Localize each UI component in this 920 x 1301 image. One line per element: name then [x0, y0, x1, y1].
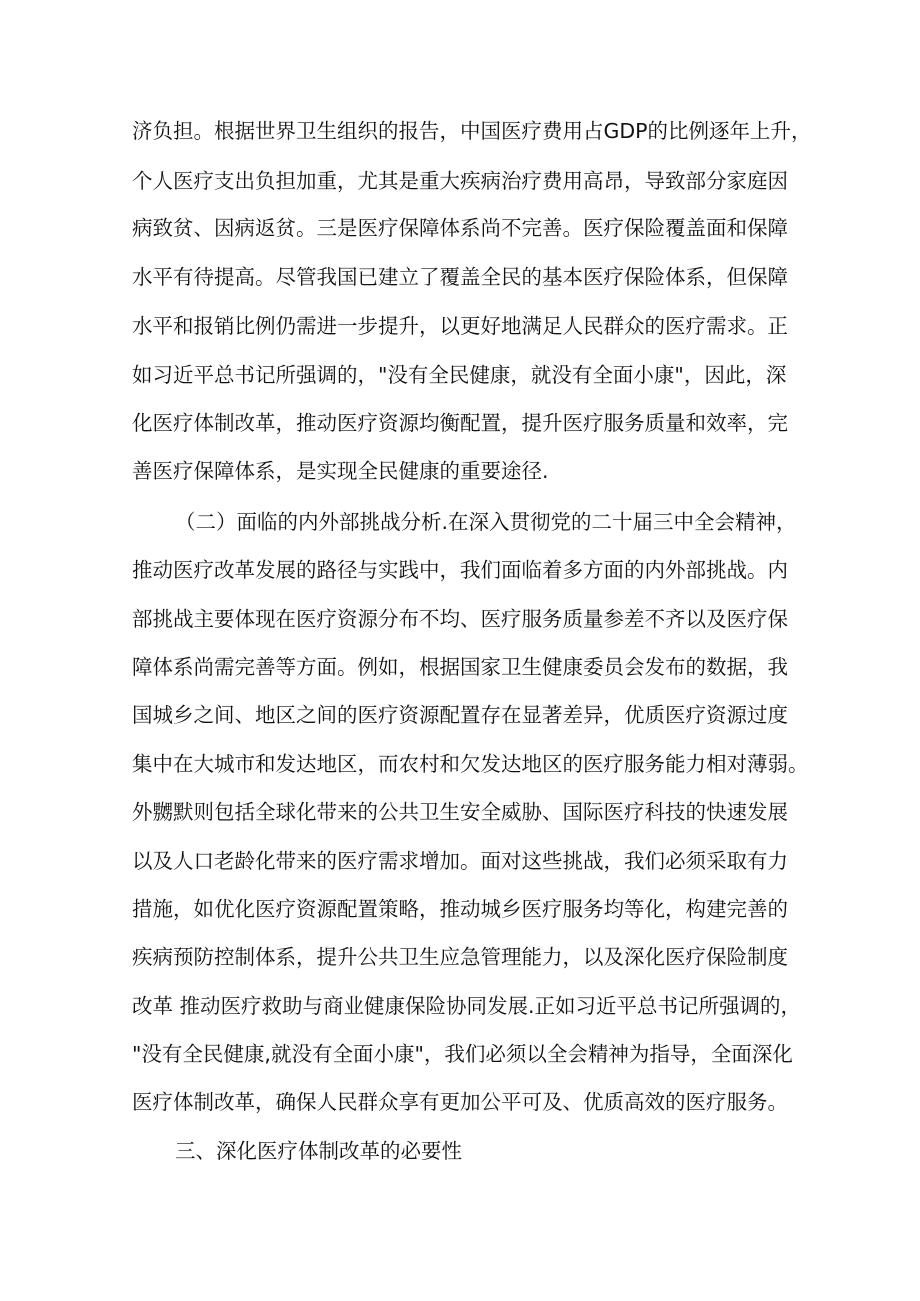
text-line: 医疗体制改革，确保人民群众享有更加公平可及、优质高效的医疗服务。: [132, 1090, 788, 1114]
text-line: 以及人口老龄化带来的医疗需求增加。面对这些挑战，我们必须采取有力: [132, 849, 788, 873]
text-line: 济负担。根据世界卫生组织的报告，中国医疗费用占GDP的比例逐年上升，: [132, 119, 812, 143]
text-line: 措施，如优化医疗资源配置策略，推动城乡医疗服务均等化，构建完善的: [132, 897, 788, 921]
text-line: 疾病预防控制体系，提升公共卫生应急管理能力，以及深化医疗保险制度: [132, 945, 788, 969]
text-line: "没有全民健康,就没有全面小康"，我们必须以全会精神为指导，全面深化: [132, 1042, 793, 1066]
text-line: 善医疗保障体系，是实现全民健康的重要途径.: [132, 459, 549, 483]
text-line: 国城乡之间、地区之间的医疗资源配置存在显著差异，优质医疗资源过度: [132, 703, 788, 727]
text-line: 推动医疗改革发展的路径与实践中，我们面临着多方面的内外部挑战。内: [132, 558, 788, 582]
text-line: 化医疗体制改革，推动医疗资源均衡配置，提升医疗服务质量和效率，完: [132, 411, 788, 435]
text-line: 改革 推动医疗救助与商业健康保险协同发展.正如习近平总书记所强调的，: [132, 994, 802, 1018]
text-line: 水平有待提高。尽管我国已建立了覆盖全民的基本医疗保险体系，但保障: [132, 265, 788, 289]
text-line: 如习近平总书记所强调的，"没有全民健康，就没有全面小康"，因此，深: [132, 363, 787, 387]
text-line: 外嬲默则包括全球化带来的公共卫生安全威胁、国际医疗科技的快速发展: [132, 800, 788, 824]
text-line: 个人医疗支出负担加重，尤其是重大疾病治疗费用高昂，导致部分家庭因: [132, 169, 788, 193]
paragraph-first-line: （二）面临的内外部挑战分析.在深入贯彻党的二十届三中全会精神，: [175, 510, 797, 534]
section-heading: 三、深化医疗体制改革的必要性: [175, 1139, 462, 1163]
text-line: 集中在大城市和发达地区，而农村和欠发达地区的医疗服务能力相对薄弱。: [132, 752, 809, 776]
text-line: 障体系尚需完善等方面。例如，根据国家卫生健康委员会发布的数据，我: [132, 655, 788, 679]
text-line: 部挑战主要体现在医疗资源分布不均、医疗服务质量参差不齐以及医疗保: [132, 607, 788, 631]
text-line: 水平和报销比例仍需进一步提升，以更好地满足人民群众的医疗需求。正: [132, 314, 788, 338]
text-line: 病致贫、因病返贫。三是医疗保障体系尚不完善。医疗保险覆盖面和保障: [132, 216, 788, 240]
